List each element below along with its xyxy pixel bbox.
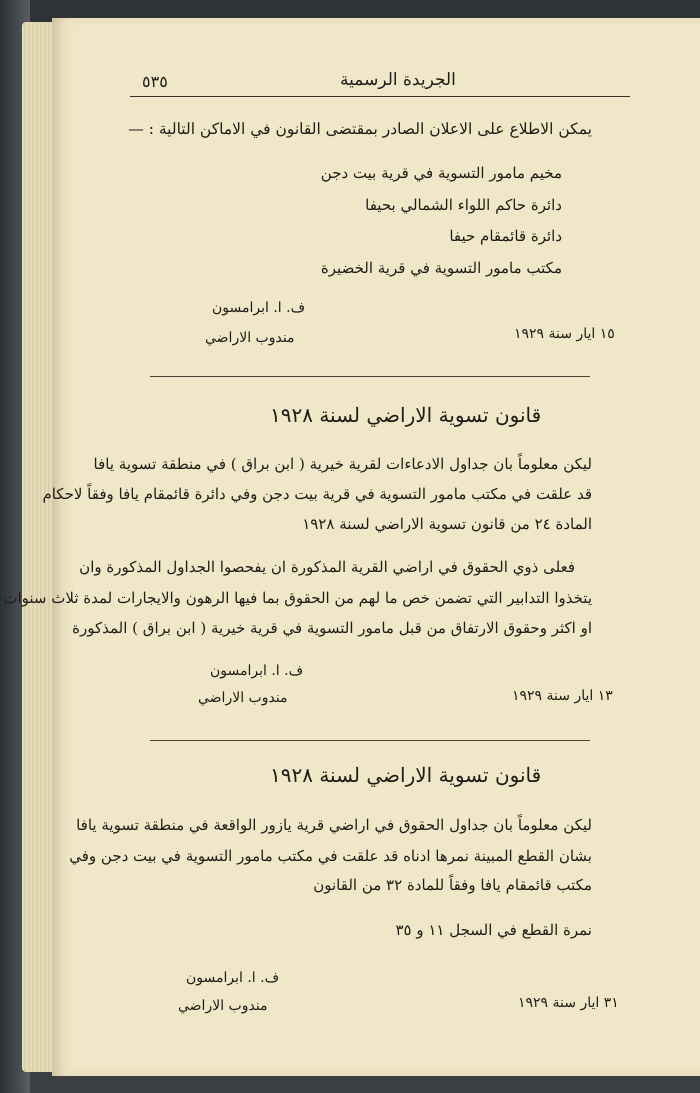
notice-2-para-line: يتخذوا التدابير التي تضمن خص ما لهم من الحقوق بما فيها الرهون والايجارات لمدة ثلاث سنوات — [3, 589, 592, 607]
notice-2-para-line: ليكن معلوماً بان جداول الادعاءات لقرية خيرية ( ابن براق ) في منطقة تسوية يافا — [93, 455, 592, 473]
notice-2-para-line: المادة ٢٤ من قانون تسوية الاراضي لسنة ١٩٢٨ — [302, 515, 592, 533]
signature-title: مندوب الاراضي — [178, 998, 268, 1014]
notice-date: ١٣ ايار سنة ١٩٢٩ — [512, 688, 613, 704]
header-title: الجريدة الرسمية — [340, 70, 456, 90]
notice-1-intro: يمكن الاطلاع على الاعلان الصادر بمقتضى القانون في الاماكن التالية : — — [128, 120, 592, 138]
notice-2-title: قانون تسوية الاراضي لسنة ١٩٢٨ — [270, 403, 542, 427]
signature-name: ف. ا. ابرامسون — [210, 663, 304, 679]
page-number: ٥٣٥ — [142, 72, 168, 91]
notice-2-para-line: قد علقت في مكتب مامور التسوية في قرية بيت دجن وفي دائرة قائمقام يافا وفقاً لاحكام — [42, 485, 592, 503]
notice-3-title: قانون تسوية الاراضي لسنة ١٩٢٨ — [270, 763, 542, 787]
header-rule — [130, 96, 630, 97]
notice-3-para-line: بشان القطع المبينة نمرها ادناه قد علقت في مكتب مامور التسوية في بيت دجن وفي — [69, 847, 592, 865]
signature-title: مندوب الاراضي — [198, 690, 288, 706]
signature-name: ف. ا. ابرامسون — [186, 970, 280, 986]
page-header — [0, 0, 700, 110]
plot-numbers: نمرة القطع في السجل ١١ و ٣٥ — [395, 921, 592, 939]
location-item: دائرة قائمقام حيفا — [449, 227, 562, 245]
notice-2-para-line: فعلى ذوي الحقوق في اراضي القرية المذكورة ان يفحصوا الجداول المذكورة وان — [79, 558, 575, 576]
notice-date: ٣١ ايار سنة ١٩٢٩ — [518, 995, 619, 1011]
signature-title: مندوب الاراضي — [205, 330, 295, 346]
notice-3-para-line: ليكن معلوماً بان جداول الحقوق في اراضي قرية يازور الواقعة في منطقة تسوية يافا — [76, 816, 592, 834]
section-divider — [150, 376, 590, 377]
notice-date: ١٥ ايار سنة ١٩٢٩ — [514, 326, 615, 342]
location-item: دائرة حاكم اللواء الشمالي بحيفا — [365, 196, 562, 214]
location-item: مخيم مامور التسوية في قرية بيت دجن — [320, 164, 562, 182]
signature-name: ف. ا. ابرامسون — [212, 300, 306, 316]
notice-2-para-line: او اكثر وحقوق الارتفاق من قبل مامور التسوية في قرية خيرية ( ابن براق ) المذكورة — [72, 619, 592, 637]
section-divider — [150, 740, 590, 741]
location-item: مكتب مامور التسوية في قرية الخضيرة — [320, 259, 562, 277]
notice-3-para-line: مكتب قائمقام يافا وفقاً للمادة ٣٢ من القانون — [313, 876, 592, 894]
